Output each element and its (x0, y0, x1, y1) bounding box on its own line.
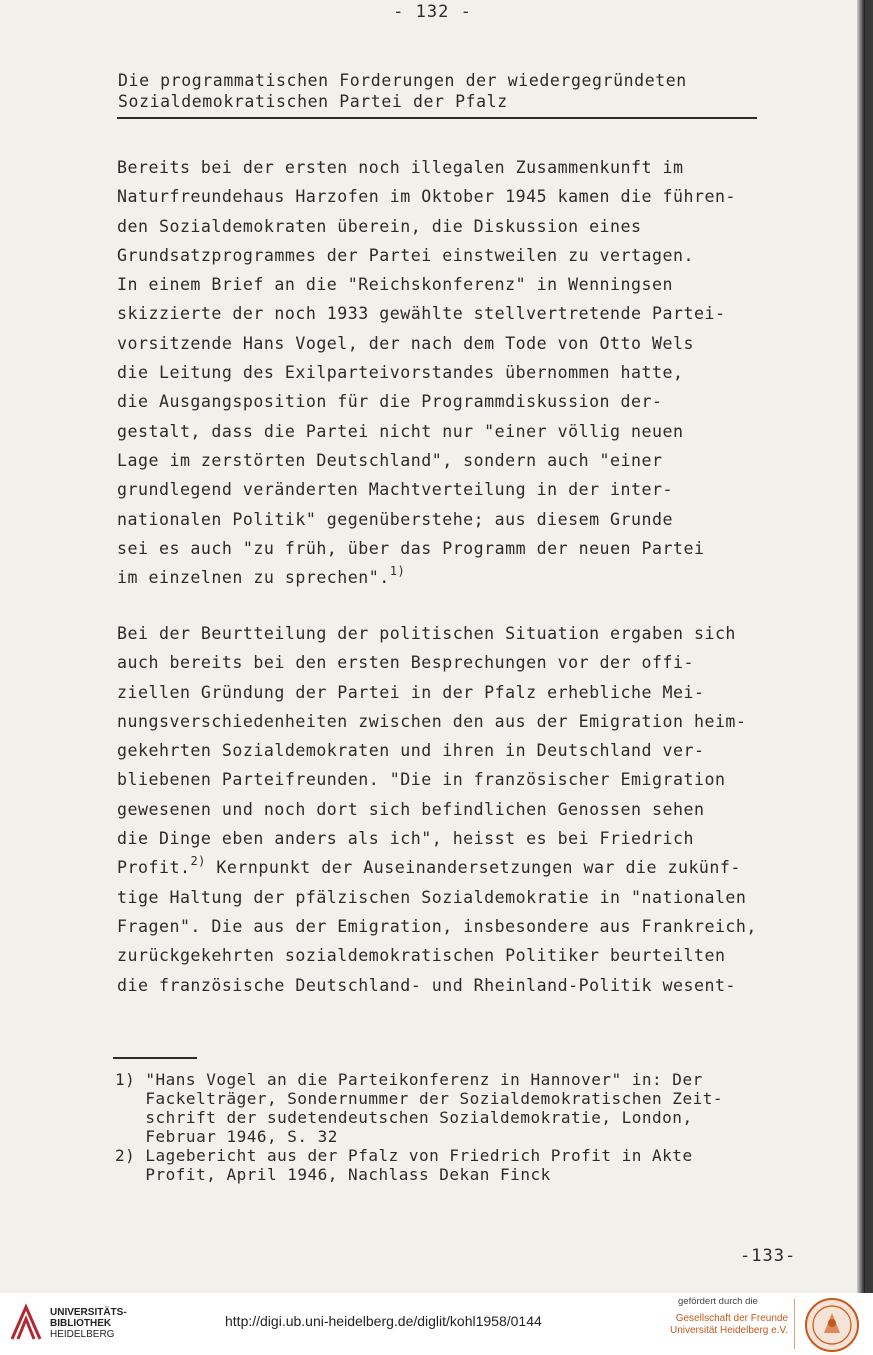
title-underline (117, 117, 757, 119)
ub-logo-icon[interactable] (8, 1303, 44, 1343)
text-line: gestalt, dass die Partei nicht nur "einer völlig neuen (117, 421, 684, 441)
page-edge-shadow (857, 0, 865, 1293)
footnote-line: Fackelträger, Sondernummer der Sozialdemokratischen Zeit- (115, 1089, 723, 1108)
permalink-url[interactable]: http://digi.ub.uni-heidelberg.de/diglit/kohl1958/0144 (225, 1313, 542, 1329)
university-seal-icon (804, 1297, 860, 1353)
text-line: nungsverschiedenheiten zwischen den aus der Emigration heim- (117, 711, 747, 731)
footnotes (115, 1070, 845, 1184)
viewer-footer (0, 1293, 873, 1355)
ref-line-end: Kernpunkt der Auseinandersetzungen war die zukünf- (205, 858, 741, 878)
sponsor-name[interactable] (668, 1313, 788, 1337)
text-line: ziellen Gründung der Partei in der Pfalz erhebliche Mei- (117, 682, 705, 702)
text-line: sei es auch "zu früh, über das Programm der neuen Partei (117, 538, 705, 558)
paragraph-1 (117, 153, 837, 592)
footnote-line: schrift der sudetendeutschen Sozialdemokratie, London, (115, 1108, 693, 1127)
library-name-line-3: HEIDELBERG (50, 1329, 115, 1340)
text-line: die Ausgangsposition für die Programmdiskussion der- (117, 392, 663, 412)
text-line: Grundsatzprogrammes der Partei einstweilen zu vertagen. (117, 245, 694, 265)
paragraph-2 (117, 619, 837, 1000)
text-line-with-ref (117, 853, 837, 882)
text-line: Bereits bei der ersten noch illegalen Zusammenkunft im (117, 158, 684, 177)
footnote-line: Februar 1946, S. 32 (115, 1127, 338, 1146)
text-line: zurückgekehrten sozialdemokratischen Politiker beurteilten (117, 946, 726, 966)
text-line: gewesenen und noch dort sich befindlichen Genossen sehen (117, 799, 705, 819)
footnote-line: 2) Lagebericht aus der Pfalz von Friedrich Profit in Akte (115, 1146, 693, 1165)
text-line: tige Haltung der pfälzischen Sozialdemokratie in "nationalen (117, 887, 747, 907)
title-line-2: Sozialdemokratischen Partei der Pfalz (118, 92, 508, 111)
text-line-last (117, 563, 837, 592)
footnote-line: 1) "Hans Vogel an die Parteikonferenz in Hannover" in: Der (115, 1070, 703, 1089)
text-line: vorsitzende Hans Vogel, der nach dem Tode von Otto Wels (117, 333, 694, 353)
page-number-top: - 132 - (393, 2, 472, 22)
text-line: Lage im zerstörten Deutschland", sondern auch "einer (117, 450, 663, 470)
text-line: gekehrten Sozialdemokraten und ihren in Deutschland ver- (117, 741, 705, 761)
document-title (118, 70, 758, 112)
text-line: den Sozialdemokraten überein, die Diskussion eines (117, 216, 642, 236)
text-line: grundlegend veränderten Machtverteilung in der inter- (117, 480, 673, 500)
footnote-ref-2: 2) (190, 854, 206, 869)
text-line: Naturfreundehaus Harzofen im Oktober 1945 kamen die führen- (117, 187, 736, 207)
text-line: auch bereits bei den ersten Besprechungen vor der offi- (117, 653, 694, 673)
text-line: Fragen". Die aus der Emigration, insbesondere aus Frankreich, (117, 916, 757, 936)
last-line-text: im einzelnen zu sprechen". (117, 568, 390, 588)
text-line: Bei der Beurtteilung der politischen Situation ergaben sich (117, 624, 736, 643)
library-name[interactable] (50, 1307, 127, 1340)
title-line-1: Die programmatischen Forderungen der wiedergegründeten (118, 71, 687, 90)
text-line: nationalen Politik" gegenüberstehe; aus diesem Grunde (117, 509, 673, 529)
footnote-separator (113, 1057, 197, 1059)
text-line: die französische Deutschland- und Rheinland-Politik wesent- (117, 975, 736, 995)
footer-divider (794, 1299, 795, 1349)
sponsor-name-line-1: Gesellschaft der Freunde (675, 1313, 788, 1324)
ref-line-start: Profit. (117, 858, 191, 878)
footnote-line: Profit, April 1946, Nachlass Dekan Finck (115, 1165, 551, 1184)
library-name-line-2: BIBLIOTHEK (50, 1318, 112, 1329)
text-line: die Dinge eben anders als ich", heisst es bei Friedrich (117, 829, 694, 849)
sponsor-name-line-2: Universität Heidelberg e.V. (669, 1325, 788, 1336)
text-line: bliebenen Parteifreunden. "Die in französischer Emigration (117, 770, 726, 790)
text-line: skizzierte der noch 1933 gewählte stellvertretende Partei- (117, 304, 726, 324)
text-line: In einem Brief an die "Reichskonferenz" in Wenningsen (117, 275, 673, 295)
sponsor-label: gefördert durch die (678, 1296, 758, 1307)
page-number-bottom: -133- (740, 1246, 797, 1266)
library-name-line-1: UNIVERSITÄTS- (50, 1307, 127, 1318)
footnote-ref-1: 1) (389, 564, 406, 579)
text-line: die Leitung des Exilparteivorstandes übernommen hatte, (117, 363, 684, 383)
